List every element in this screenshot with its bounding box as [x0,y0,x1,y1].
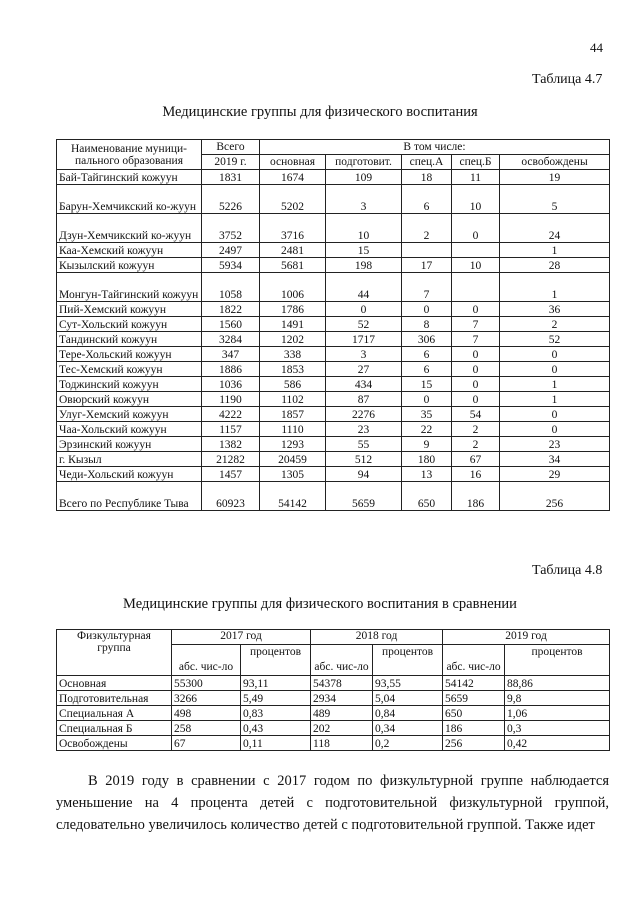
table1-cell: 1006 [260,273,326,302]
table1-cell: 1190 [202,392,260,407]
table2-cell: 5,04 [373,691,443,706]
table1-cell: 5934 [202,258,260,273]
table1-cell: 3284 [202,332,260,347]
table2-cell: 0,34 [373,721,443,736]
table1-header-name-line2: пального образования [75,154,183,167]
table1-cell: 6 [402,347,452,362]
table2-header-year: 2017 год [172,630,311,645]
table1-cell: 198 [326,258,402,273]
table1-cell: 0 [452,362,500,377]
table2 [56,629,610,751]
table1-cell: 3 [326,347,402,362]
table1-header-year: 2019 г. [202,155,260,170]
table-row [57,482,610,511]
table1-cell-name: Бай-Тайгинский кожуун [57,170,202,185]
table1-cell-name: Барун-Хемчикский ко-жуун [57,185,202,214]
table1-cell: 23 [500,437,610,452]
table1-cell: 0 [452,392,500,407]
table1-header-col: спец.Б [452,155,500,170]
table1-cell: 1560 [202,317,260,332]
table1-cell: 2 [452,422,500,437]
table1-cell: 306 [402,332,452,347]
table1-cell-name: Тес-Хемский кожуун [57,362,202,377]
table1-cell: 5226 [202,185,260,214]
table1-cell: 3 [326,185,402,214]
table1-cell: 6 [402,185,452,214]
table1-cell: 347 [202,347,260,362]
table1-cell: 1 [500,392,610,407]
table2-cell: 2934 [311,691,373,706]
table-row [57,362,610,377]
table2-header-year: 2019 год [443,630,610,645]
table1-cell: 10 [452,258,500,273]
table1-cell-name: Каа-Хемский кожуун [57,243,202,258]
table2-cell: 256 [443,736,505,751]
table1-cell: 5659 [326,482,402,511]
table-row [57,721,610,736]
table2-cell: 55300 [172,676,241,691]
table1-cell: 180 [402,452,452,467]
table1-cell-name: Эрзинский кожуун [57,437,202,452]
table2-cell: 0,11 [241,736,311,751]
table1-cell: 2481 [260,243,326,258]
table2-cell: 258 [172,721,241,736]
table1-header-col: спец.А [402,155,452,170]
table2-cell: 88,86 [505,676,610,691]
table1-cell-name: Чеди-Хольский кожуун [57,467,202,482]
table2-cell: 1,06 [505,706,610,721]
table-row [57,258,610,273]
table1-cell: 1822 [202,302,260,317]
table2-header-group: Физкультурная группа [57,630,172,676]
table1-cell: 186 [452,482,500,511]
table1-cell: 17 [402,258,452,273]
table1-cell: 5202 [260,185,326,214]
table2-header-pct: процентов [373,645,443,676]
table2-header-pct: процентов [241,645,311,676]
table2-cell: 650 [443,706,505,721]
table1-cell: 1717 [326,332,402,347]
table1-cell: 1886 [202,362,260,377]
table1-cell: 1058 [202,273,260,302]
table1-cell-name: Овюрский кожуун [57,392,202,407]
table1-cell-name: Улуг-Хемский кожуун [57,407,202,422]
table1-cell: 0 [500,407,610,422]
table1 [56,139,610,511]
table1-header-col: освобождены [500,155,610,170]
table1-cell: 1293 [260,437,326,452]
table1-cell: 15 [402,377,452,392]
table1-header-name-line1: Наименование муници- [71,142,187,155]
table1-cell-name: Тере-Хольский кожуун [57,347,202,362]
table2-header-abs: абс. чис-ло [172,645,241,676]
table1-cell: 1457 [202,467,260,482]
table2-cell-group: Специальная А [57,706,172,721]
table-row [57,407,610,422]
table1-cell: 0 [500,347,610,362]
table1-cell: 7 [402,273,452,302]
table-row [57,452,610,467]
table1-cell-name: Всего по Республике Тыва [57,482,202,511]
table1-title: Медицинские группы для физического воспитания [162,104,478,120]
table1-cell: 1102 [260,392,326,407]
table1-cell: 2 [402,214,452,243]
table1-cell: 1 [500,243,610,258]
table1-cell: 28 [500,258,610,273]
table1-cell: 21282 [202,452,260,467]
table1-cell: 10 [452,185,500,214]
table1-cell: 0 [452,302,500,317]
table2-cell-group: Специальная Б [57,721,172,736]
table1-cell: 2497 [202,243,260,258]
table1-header-total: Всего [202,140,260,155]
table1-cell: 24 [500,214,610,243]
table1-cell: 5681 [260,258,326,273]
table-row [57,185,610,214]
body-paragraph: В 2019 году в сравнении с 2017 годом по физкультурной группе наблюдается уменьшение на 4 процента детей с подготовительной физкультурной группой, следовательно увеличилось количество детей с подготовительной группой. Также идет [56,773,609,833]
table1-cell-name: Кызылский кожуун [57,258,202,273]
table2-caption: Таблица 4.8 [532,563,603,578]
table1-cell: 338 [260,347,326,362]
table1-cell: 5 [500,185,610,214]
table1-cell: 55 [326,437,402,452]
table1-cell: 0 [402,302,452,317]
table1-cell-name: Монгун-Тайгинский кожуун [57,273,202,302]
table1-cell: 3716 [260,214,326,243]
table-row [57,243,610,258]
table1-cell: 20459 [260,452,326,467]
table1-cell: 52 [326,317,402,332]
table1-cell: 6 [402,362,452,377]
table1-cell: 1857 [260,407,326,422]
table1-cell: 36 [500,302,610,317]
table2-cell: 9,8 [505,691,610,706]
table1-cell-name: Пий-Хемский кожуун [57,302,202,317]
table2-cell: 67 [172,736,241,751]
table2-cell: 0,84 [373,706,443,721]
table1-cell: 586 [260,377,326,392]
table-row [57,422,610,437]
table2-cell: 93,11 [241,676,311,691]
table1-cell: 1853 [260,362,326,377]
table-row [57,302,610,317]
table1-cell: 94 [326,467,402,482]
table1-cell: 1491 [260,317,326,332]
table2-cell: 0,43 [241,721,311,736]
table1-cell [452,273,500,302]
table1-cell: 0 [500,422,610,437]
table1-header-name [57,140,202,170]
table1-cell: 1157 [202,422,260,437]
table1-cell: 1382 [202,437,260,452]
table1-cell: 434 [326,377,402,392]
table1-cell: 67 [452,452,500,467]
table2-cell: 0,2 [373,736,443,751]
table-row [57,467,610,482]
table1-cell: 19 [500,170,610,185]
table1-cell: 1786 [260,302,326,317]
table1-cell-name: г. Кызыл [57,452,202,467]
table1-cell: 13 [402,467,452,482]
table2-cell-group: Подготовительная [57,691,172,706]
table1-cell: 35 [402,407,452,422]
table2-header-abs: абс. чис-ло [311,645,373,676]
table1-cell: 2276 [326,407,402,422]
table-row [57,691,610,706]
table1-cell: 9 [402,437,452,452]
table1-cell: 10 [326,214,402,243]
table2-cell: 93,55 [373,676,443,691]
table1-cell-name: Тоджинский кожуун [57,377,202,392]
table-row [57,706,610,721]
table1-cell: 1305 [260,467,326,482]
table1-cell: 0 [402,392,452,407]
table1-cell: 109 [326,170,402,185]
table-row [57,347,610,362]
table2-cell: 186 [443,721,505,736]
table2-cell-group: Освобождены [57,736,172,751]
table1-cell-name: Дзун-Хемчикский ко-жуун [57,214,202,243]
table1-cell: 1036 [202,377,260,392]
table1-cell [402,243,452,258]
table2-header-abs: абс. чис-ло [443,645,505,676]
table1-cell: 1 [500,377,610,392]
table1-cell: 1110 [260,422,326,437]
table1-cell: 87 [326,392,402,407]
table1-cell: 7 [452,332,500,347]
table1-header-col: основная [260,155,326,170]
table-row [57,214,610,243]
table1-cell: 650 [402,482,452,511]
table2-header-pct: процентов [505,645,610,676]
table1-cell-name: Сут-Хольский кожуун [57,317,202,332]
table1-cell: 22 [402,422,452,437]
table1-cell: 54142 [260,482,326,511]
table2-cell: 489 [311,706,373,721]
table1-cell: 3752 [202,214,260,243]
table2-cell: 54142 [443,676,505,691]
table1-cell: 0 [452,214,500,243]
table2-cell: 5659 [443,691,505,706]
table1-cell: 54 [452,407,500,422]
table1-cell: 1202 [260,332,326,347]
table-row [57,170,610,185]
table1-cell: 44 [326,273,402,302]
table1-cell: 18 [402,170,452,185]
table1-cell: 0 [452,377,500,392]
table1-cell: 60923 [202,482,260,511]
table1-cell: 23 [326,422,402,437]
table2-cell: 0,83 [241,706,311,721]
table1-cell: 15 [326,243,402,258]
table1-cell: 0 [326,302,402,317]
table2-cell: 118 [311,736,373,751]
table1-caption: Таблица 4.7 [532,72,603,87]
table2-cell: 0,42 [505,736,610,751]
table2-cell: 498 [172,706,241,721]
table-row [57,332,610,347]
table1-cell: 256 [500,482,610,511]
table1-cell: 11 [452,170,500,185]
table-row [57,377,610,392]
table1-cell: 8 [402,317,452,332]
table2-cell: 0,3 [505,721,610,736]
table1-cell-name: Чаа-Хольский кожуун [57,422,202,437]
table-row [57,736,610,751]
table-row [57,437,610,452]
table1-cell: 29 [500,467,610,482]
table1-cell: 1831 [202,170,260,185]
table1-cell-name: Тандинский кожуун [57,332,202,347]
table1-cell: 0 [500,362,610,377]
table-row [57,273,610,302]
table1-header-incl: В том числе: [260,140,610,155]
table2-cell-group: Основная [57,676,172,691]
table2-cell: 3266 [172,691,241,706]
table1-cell: 1674 [260,170,326,185]
table1-cell: 27 [326,362,402,377]
table2-cell: 54378 [311,676,373,691]
table1-cell: 34 [500,452,610,467]
table-row [57,317,610,332]
table-row [57,392,610,407]
table1-cell: 0 [452,347,500,362]
table-row [57,676,610,691]
table1-cell: 2 [500,317,610,332]
table1-cell: 16 [452,467,500,482]
table1-cell: 4222 [202,407,260,422]
table1-header-col: подготовит. [326,155,402,170]
table1-cell: 512 [326,452,402,467]
table1-cell [452,243,500,258]
table1-cell: 2 [452,437,500,452]
table2-title: Медицинские группы для физического воспитания в сравнении [123,596,517,612]
table1-cell: 52 [500,332,610,347]
table1-cell: 7 [452,317,500,332]
table2-cell: 5,49 [241,691,311,706]
table1-cell: 1 [500,273,610,302]
page-number: 44 [590,40,603,55]
table2-header-year: 2018 год [311,630,443,645]
table2-cell: 202 [311,721,373,736]
